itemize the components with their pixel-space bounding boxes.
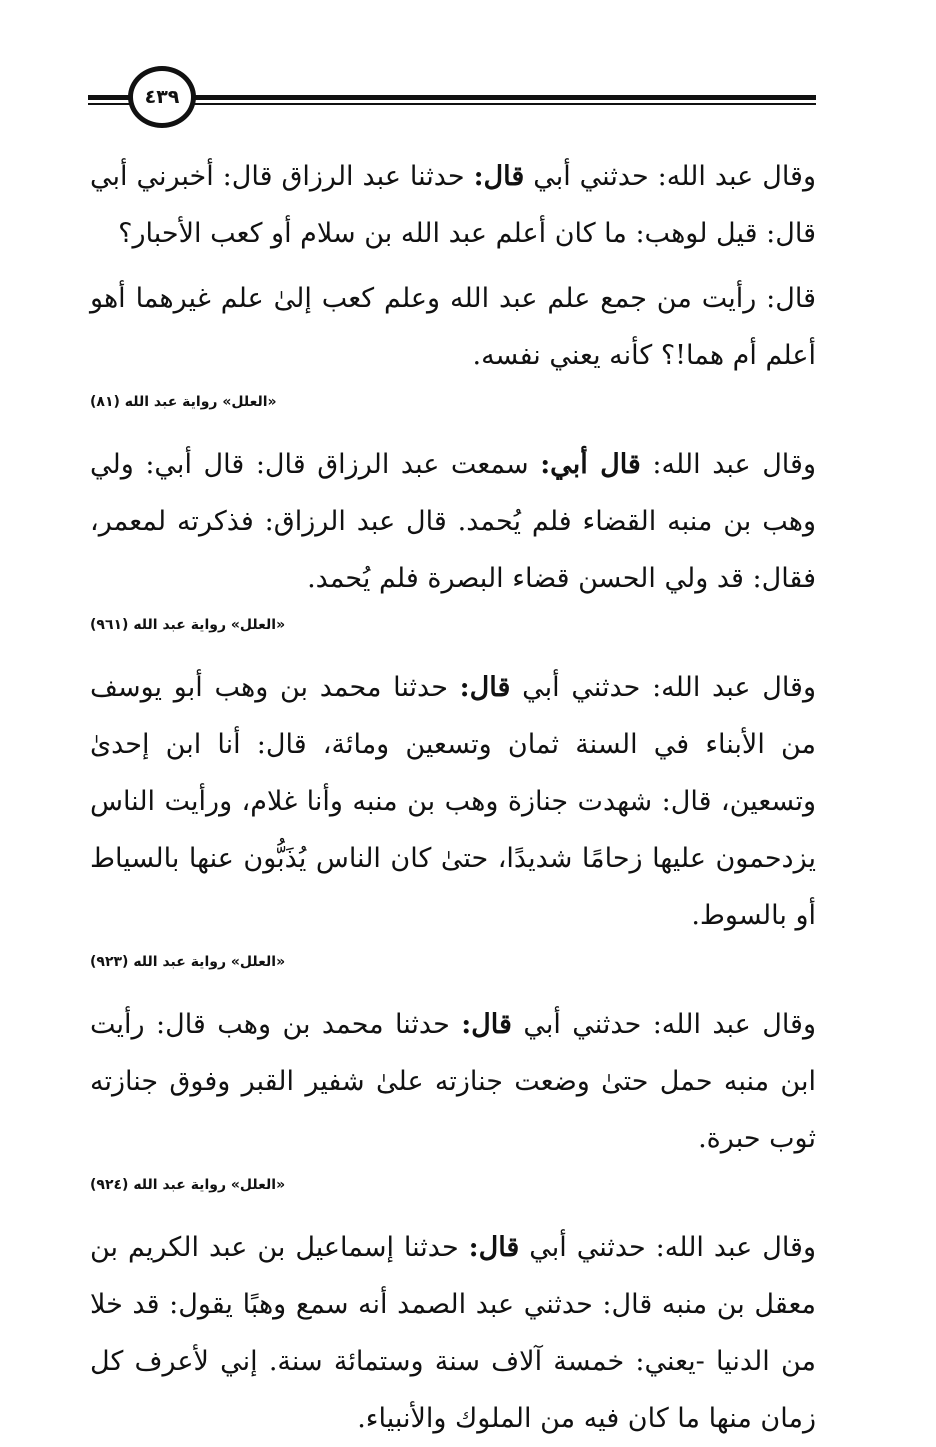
page-header: [88, 62, 816, 132]
paragraph: وقال عبد الله: حدثني أبي قال: حدثنا إسماعيل بن عبد الكريم بن معقل بن منبه قال: حدثني عبد الصمد أنه سمع وهبًا يقول: قد خلا من الدنيا -يعني: خمسة آلاف سنة وستمائة سنة. إني لأعرف كل زمان منها ما كان فيه من الملوك والأنبياء.: [90, 1232, 817, 1434]
paragraph: وقال عبد الله: حدثني أبي قال: حدثنا محمد بن وهب قال: رأيت ابن منبه حمل حتىٰ وضعت جنازته علىٰ شفير القبر وفوق جنازته ثوب حبرة.: [90, 1009, 816, 1154]
source-reference: «العلل» رواية عبد الله (٩٢٤): [90, 1177, 286, 1193]
page-content: [90, 148, 816, 1447]
paragraph: وقال عبد الله: حدثني أبي قال: حدثنا عبد الرزاق قال: أخبرني أبي قال: قيل لوهب: ما كان أعلم عبد الله بن سلام أو كعب الأحبار؟: [90, 161, 816, 249]
page-number: ٤٣٩: [128, 66, 196, 128]
source-reference: «العلل» رواية عبد الله (٩٢٣): [90, 954, 286, 970]
header-rule-thin: [88, 103, 816, 105]
paragraph: وقال عبد الله: حدثني أبي قال: حدثنا محمد بن وهب أبو يوسف من الأبناء في السنة ثمان وتسعين ومائة، قال: أنا ابن إحدىٰ وتسعين، قال: شهدت جنازة وهب بن منبه وأنا غلام، ورأيت الناس يزدحمون عليها زحامًا شديدًا، حتىٰ كان الناس يُذَبُّون عنها بالسياط أو بالسوط.: [90, 672, 816, 931]
source-reference: «العلل» رواية عبد الله (٨١): [90, 394, 277, 410]
header-rule-thick: [88, 95, 816, 100]
paragraph: قال: رأيت من جمع علم عبد الله وعلم كعب إلىٰ علم غيرهما أهو أعلم أم هما!؟ كأنه يعني نفسه.: [90, 283, 816, 371]
paragraph: وقال عبد الله: قال أبي: سمعت عبد الرزاق قال: قال أبي: ولي وهب بن منبه القضاء فلم يُحمد. قال عبد الرزاق: فذكرته لمعمر، فقال: قد ولي الحسن قضاء البصرة فلم يُحمد.: [90, 449, 816, 594]
source-reference: «العلل» رواية عبد الله (٩٦١): [90, 617, 286, 633]
